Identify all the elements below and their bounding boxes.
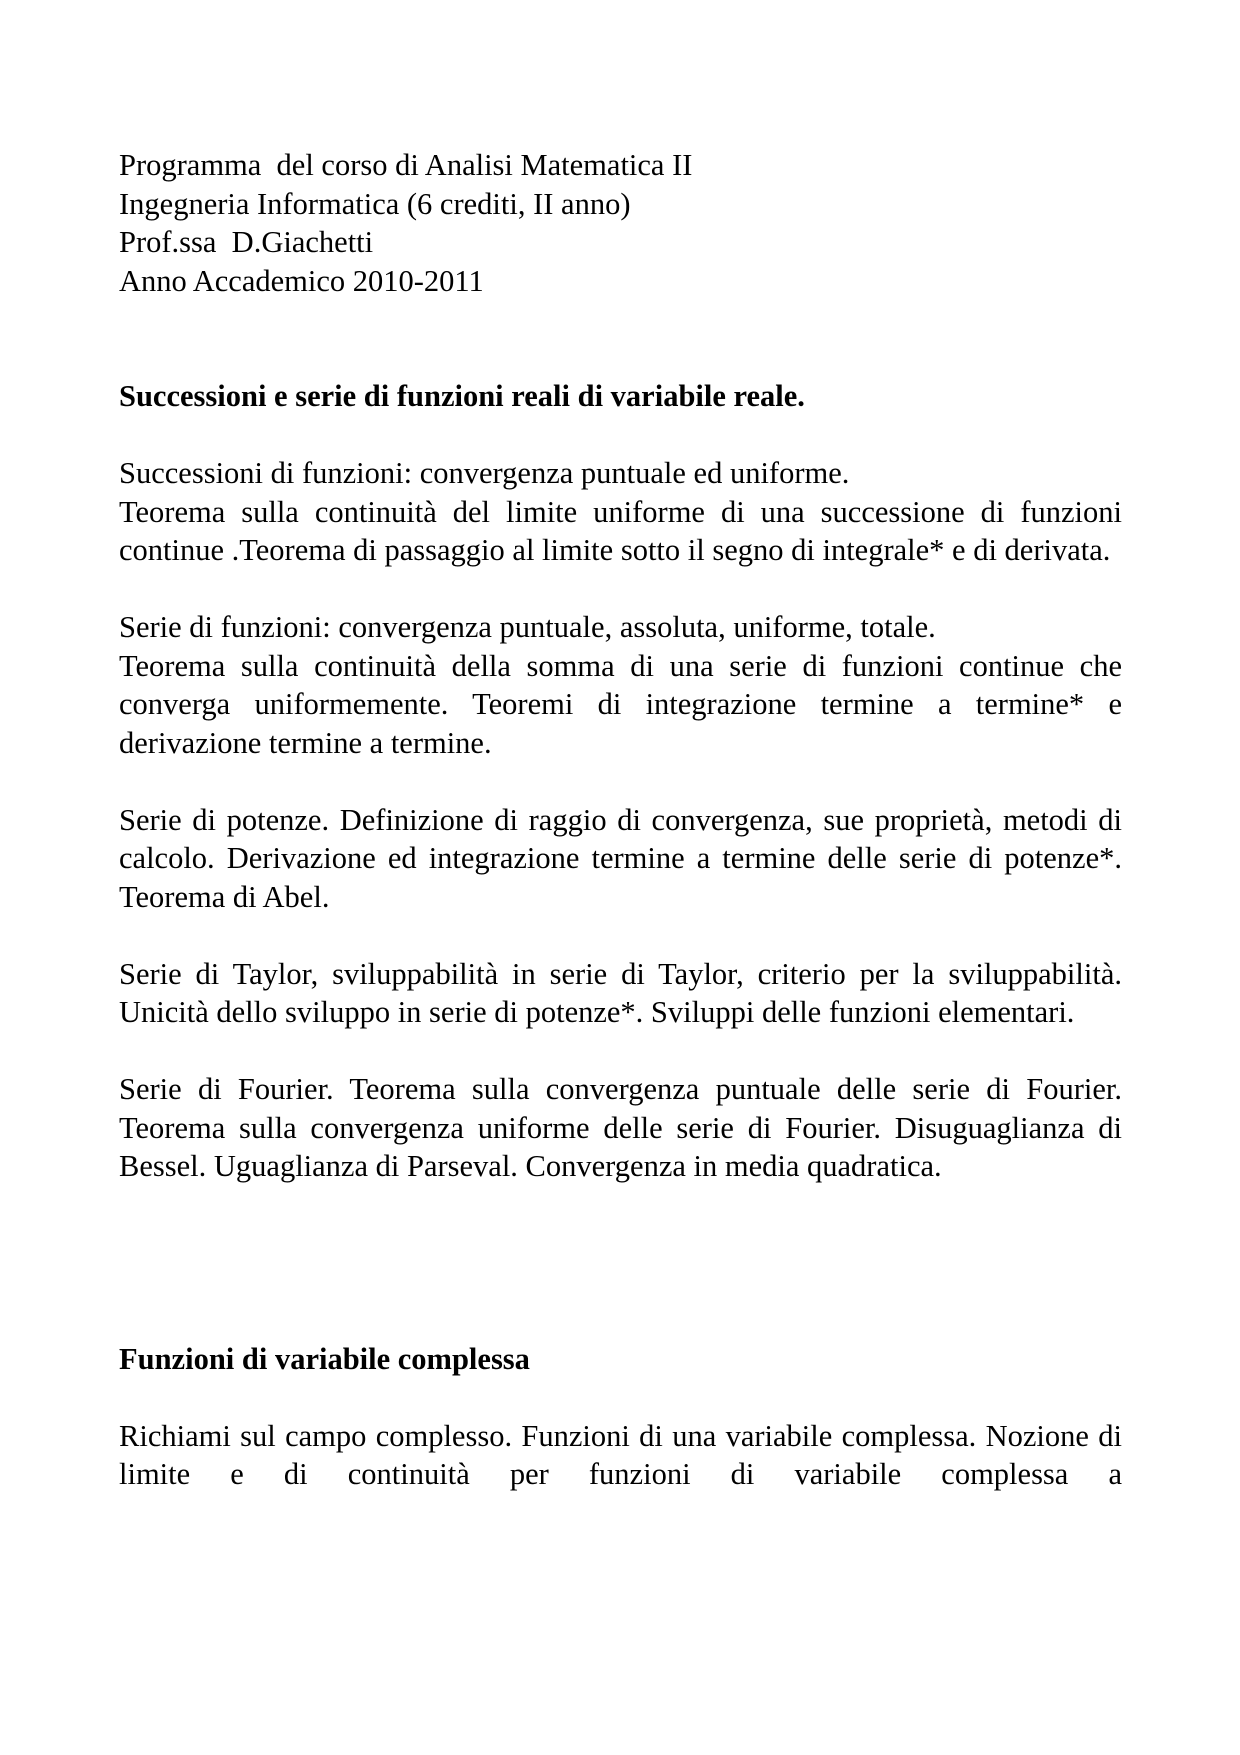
paragraph: Teorema sulla continuità della somma di una serie di funzioni continue che converga uniformemente. Teoremi di integrazione termine a termine* e derivazione termine a termine. (119, 648, 1122, 760)
paragraph: Serie di funzioni: convergenza puntuale, assoluta, uniforme, totale. (119, 610, 936, 644)
section-heading: Funzioni di variabile complessa (119, 1341, 530, 1376)
document-content (119, 146, 1122, 1494)
section-complex-functions (119, 1340, 1122, 1494)
course-professor: Prof.ssa D.Giachetti (119, 225, 374, 259)
paragraph: Richiami sul campo complesso. Funzioni di una variabile complessa. Nozione di limite e di continuità per funzioni di variabile complessa a (119, 1418, 1122, 1491)
section-sequences-series (119, 377, 1122, 1186)
course-title: Programma del corso di Analisi Matematica II (119, 148, 693, 182)
paragraph: Successioni di funzioni: convergenza puntuale ed uniforme. (119, 456, 850, 490)
section-heading: Successioni e serie di funzioni reali di variabile reale. (119, 379, 805, 413)
course-header (119, 146, 1122, 300)
paragraph: Teorema sulla continuità del limite uniforme di una successione di funzioni continue .Teorema di passaggio al limite sotto il segno di integrale* e di derivata. (119, 494, 1122, 567)
paragraph: Serie di potenze. Definizione di raggio di convergenza, sue proprietà, metodi di calcolo. Derivazione ed integrazione termine a termine delle serie di potenze*. Teorema di Abel. (119, 802, 1122, 914)
academic-year: Anno Accademico 2010-2011 (119, 263, 484, 298)
paragraph: Serie di Taylor, sviluppabilità in serie di Taylor, criterio per la sviluppabilità. Unicità dello sviluppo in serie di potenze*. Sviluppi delle funzioni elementari. (119, 956, 1122, 1029)
course-degree: Ingegneria Informatica (6 crediti, II anno) (119, 186, 631, 221)
paragraph: Serie di Fourier. Teorema sulla convergenza puntuale delle serie di Fourier. Teorema sulla convergenza uniforme delle serie di Fourier. Disuguaglianza di Bessel. Uguaglianza di Parseval. Convergenza in media quadratica. (119, 1072, 1122, 1183)
